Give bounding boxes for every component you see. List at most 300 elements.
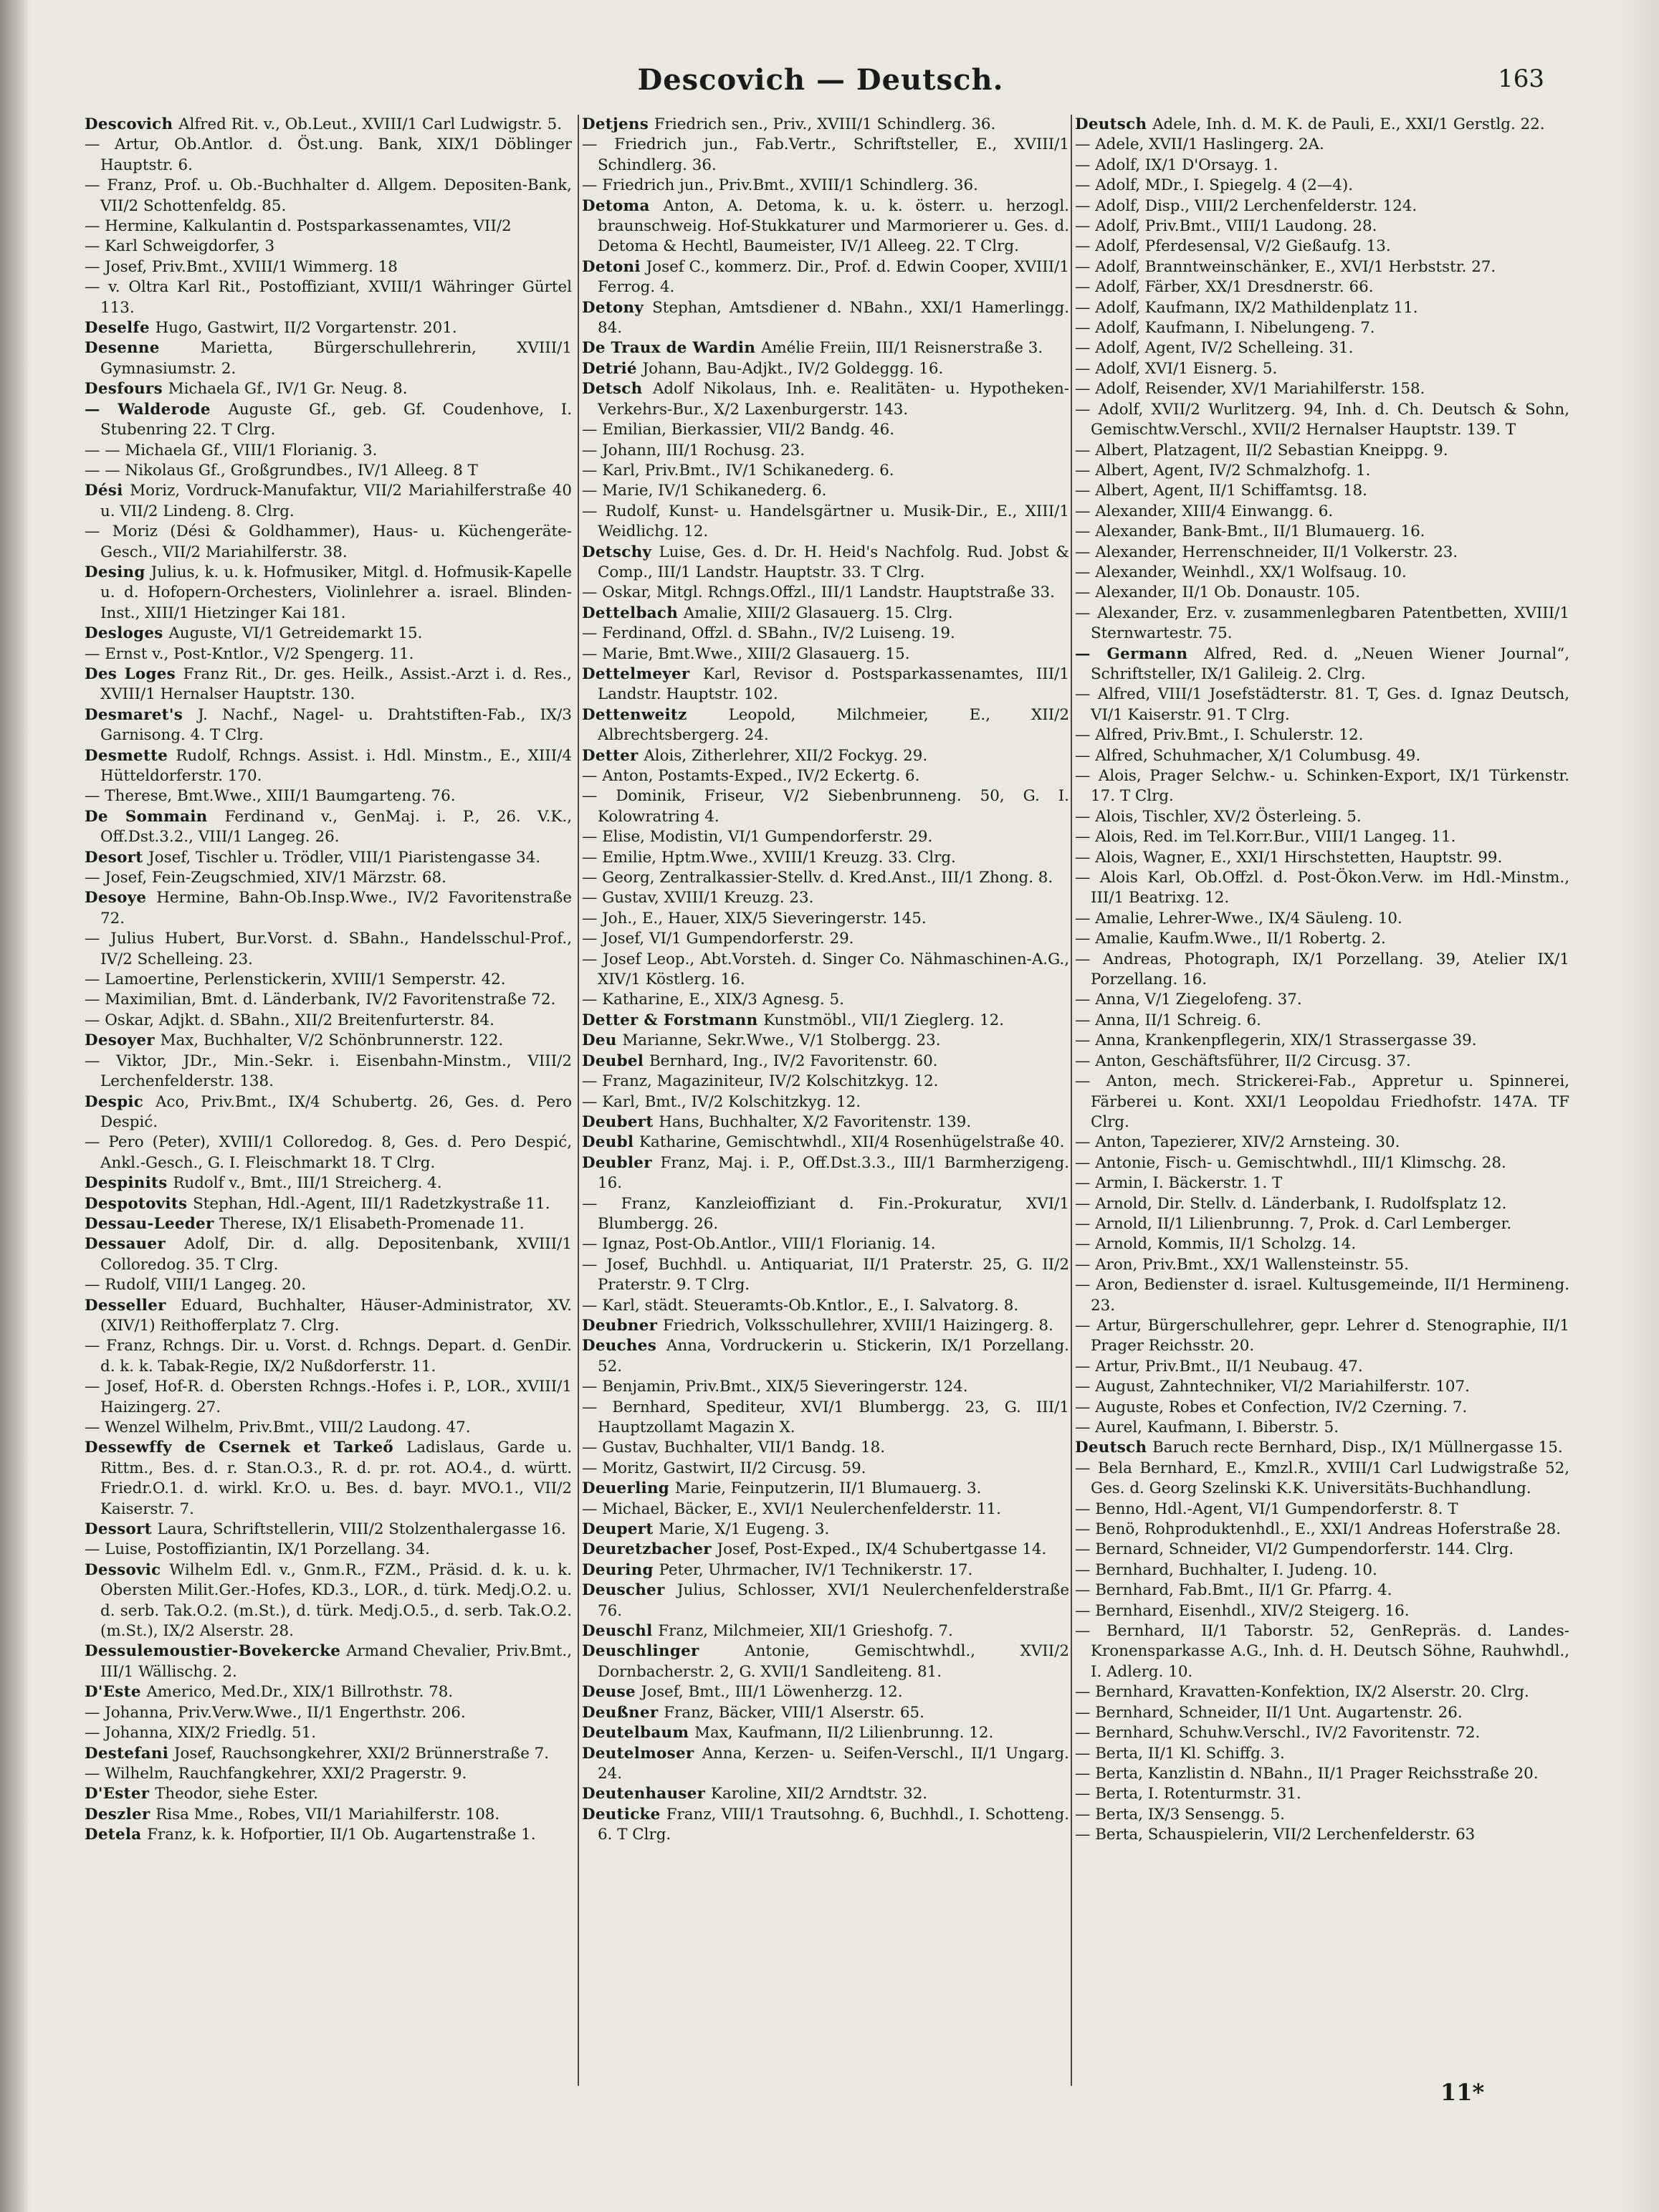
- directory-entry: [582, 1398, 1069, 1439]
- directory-entry: [1075, 461, 1569, 481]
- entry-details: — Karl, städt. Steueramts-Ob.Kntlor., E., I. Salvatorg. 8.: [582, 1296, 1019, 1315]
- directory-entry: [1075, 1500, 1569, 1520]
- entry-details: — Karl, Bmt., IV/2 Kolschitzkyg. 12.: [582, 1092, 861, 1111]
- entry-details: Armand Chevalier, Priv.Bmt., III/1 Wällischg. 2.: [100, 1642, 572, 1681]
- entry-details: Alfred Rit. v., Ob.Leut., XVIII/1 Carl Ludwigstr. 5.: [178, 115, 563, 133]
- entry-details: Adolf Nikolaus, Inh. e. Realitäten- u. Hypotheken-Verkehrs-Bur., X/2 Laxenburgerstr. 143.: [598, 380, 1069, 419]
- entry-surname: Dessauer: [85, 1235, 185, 1254]
- entry-details: — Elise, Modistin, VI/1 Gumpendorferstr. 29.: [582, 828, 933, 847]
- entry-details: — Adolf, XVII/2 Wurlitzerg. 94, Inh. d. Ch. Deutsch & Sohn, Gemischtw.Verschl., XVII/2 Hernalser Hauptstr. 139. T: [1075, 400, 1569, 439]
- entry-details: Leopold, Milchmeier, E., XII/2 Albrechtsbergerg. 24.: [598, 705, 1069, 745]
- directory-entry: [582, 644, 1069, 664]
- directory-entry: [582, 1052, 1069, 1072]
- entry-details: — Amalie, Kaufm.Wwe., II/1 Robertg. 2.: [1075, 930, 1386, 948]
- directory-entry: [85, 868, 572, 888]
- entry-surname: Deubler: [582, 1153, 661, 1172]
- entry-details: — Adolf, Branntweinschänker, E., XVI/1 Herbststr. 27.: [1075, 257, 1496, 276]
- entry-details: — Katharine, E., XIX/3 Agnesg. 5.: [582, 991, 844, 1009]
- entry-details: Ladislaus, Garde u. Rittm., Bes. d. r. Stan.O.3., R. d. pr. rot. AO.4., d. württ. Friedr.O.1. d. wirkl. Kr.O. u. Bes. d. bayr. MVO.1., VII/2 Kaiserstr. 7.: [100, 1439, 572, 1518]
- entry-details: Alfred, Red. d. „Neuen Wiener Journal“, Schriftsteller, IX/1 Galileig. 2. Clrg.: [1091, 644, 1569, 683]
- directory-entry: [1075, 746, 1569, 766]
- entry-details: Johann, Bau-Adjkt., IV/2 Goldeggg. 16.: [642, 359, 944, 378]
- directory-entry: [582, 543, 1069, 583]
- directory-entry: [1075, 685, 1569, 725]
- directory-entry: [582, 502, 1069, 543]
- entry-details: — Auguste, Robes et Confection, IV/2 Czerning. 7.: [1075, 1398, 1468, 1416]
- entry-details: — Anna, Krankenpflegerin, XIX/1 Strassergasse 39.: [1075, 1031, 1477, 1050]
- entry-surname: Detony: [582, 298, 653, 317]
- entry-details: — Franz, Prof. u. Ob.-Buchhalter d. Allgem. Depositen-Bank, VII/2 Schottenfeldg. 85.: [85, 176, 572, 215]
- entry-surname: Deuscher: [582, 1581, 678, 1600]
- entry-surname: Deubner: [582, 1316, 663, 1335]
- directory-entry: [85, 176, 572, 216]
- entry-surname: Detoni: [582, 257, 646, 276]
- directory-entry: [1075, 1459, 1569, 1500]
- entry-details: — Berta, IX/3 Sensengg. 5.: [1075, 1805, 1285, 1824]
- entry-details: — Anna, V/1 Ziegelofeng. 37.: [1075, 991, 1302, 1009]
- directory-entry: [1075, 1316, 1569, 1357]
- entry-details: Marie, X/1 Eugeng. 3.: [659, 1520, 830, 1539]
- entry-details: — Berta, Kanzlistin d. NBahn., II/1 Prager Reichsstraße 20.: [1075, 1764, 1539, 1783]
- entry-surname: D'Este: [85, 1683, 147, 1702]
- directory-entry: [85, 277, 572, 318]
- entry-details: — Adolf, MDr., I. Spiegelg. 4 (2—4).: [1075, 176, 1354, 195]
- directory-entry: [85, 1764, 572, 1784]
- entry-surname: Despinits: [85, 1174, 173, 1193]
- entry-details: — Josef Leop., Abt.Vorsteh. d. Singer Co. Nähmaschinen-A.G., XIV/1 Köstlerg. 16.: [582, 950, 1069, 989]
- entry-surname: Despotovits: [85, 1194, 193, 1213]
- entry-details: — Alfred, Priv.Bmt., I. Schulerstr. 12.: [1075, 726, 1364, 745]
- directory-entry: [85, 522, 572, 563]
- entry-details: Franz, Maj. i. P., Off.Dst.3.3., III/1 Barmherzigeng. 16.: [598, 1153, 1069, 1193]
- directory-entry: [1075, 481, 1569, 501]
- entry-details: Anton, A. Detoma, k. u. k. österr. u. herzogl. braunschweig. Hof-Stukkaturer und Marmorierer u. Ges. d. Detoma & Hechtl, Baumeister, IV/1 Alleeg. 22. T Clrg.: [598, 196, 1069, 256]
- directory-entry: [1075, 237, 1569, 257]
- entry-details: — Anton, mech. Strickerei-Fab., Appretur u. Spinnerei, Färberei u. Kont. XXI/1 Leopoldau Friedhofstr. 147A. TF Clrg.: [1075, 1072, 1569, 1131]
- directory-entry: [582, 1092, 1069, 1112]
- entry-details: Karl, Revisor d. Postsparkassenamtes, III/1 Landstr. Hauptstr. 102.: [598, 664, 1069, 704]
- entry-surname: Deuticke: [582, 1805, 666, 1824]
- entry-details: Kunstmöbl., VII/1 Zieglerg. 12.: [763, 1011, 1005, 1029]
- entry-surname: Dessulemoustier-Bovekercke: [85, 1642, 347, 1661]
- directory-entry: [85, 786, 572, 806]
- directory-entry: [1075, 176, 1569, 196]
- entry-details: Franz, Bäcker, VIII/1 Alserstr. 65.: [664, 1703, 924, 1722]
- directory-entry: [85, 1744, 572, 1764]
- entry-details: — Benno, Hdl.-Agent, VI/1 Gumpendorferstr. 8. T: [1075, 1500, 1458, 1518]
- entry-details: — Anna, II/1 Schreig. 6.: [1075, 1011, 1261, 1029]
- directory-entry: [85, 990, 572, 1010]
- directory-entry: [582, 990, 1069, 1010]
- column-divider: [578, 115, 579, 2086]
- entry-details: — August, Zahntechniker, VI/2 Mariahilferstr. 107.: [1075, 1378, 1470, 1396]
- directory-entry: [85, 1682, 572, 1702]
- entry-details: Josef, Rauchsongkehrer, XXI/2 Brünnerstraße 7.: [173, 1744, 550, 1763]
- directory-entry: [1075, 338, 1569, 358]
- directory-entry: [85, 237, 572, 257]
- entry-surname: Deutelbaum: [582, 1724, 695, 1743]
- entry-details: — Marie, IV/1 Schikanederg. 6.: [582, 482, 827, 500]
- entry-details: — Franz, Magaziniteur, IV/2 Kolschitzkyg. 12.: [582, 1072, 939, 1091]
- entry-details: Katharine, Gemischtwhdl., XII/4 Rosenhügelstraße 40.: [639, 1133, 1065, 1152]
- directory-entry: [1075, 1052, 1569, 1072]
- entry-surname: Detter: [582, 746, 644, 765]
- directory-entry: [85, 1031, 572, 1051]
- directory-entry: [1075, 1744, 1569, 1764]
- directory-entry: [85, 1275, 572, 1295]
- entry-surname: Deubert: [582, 1112, 659, 1131]
- entry-details: — Artur, Ob.Antlor. d. Öst.ung. Bank, XIX/1 Döblinger Hauptstr. 6.: [85, 135, 572, 174]
- directory-entry: [582, 298, 1069, 339]
- directory-entry: [85, 807, 572, 848]
- entry-details: — Franz, Rchngs. Dir. u. Vorst. d. Rchngs. Depart. d. GenDir. d. k. k. Tabak-Regie, IX/2 Nußdorferstr. 11.: [85, 1337, 572, 1376]
- directory-entry: [582, 1112, 1069, 1133]
- entry-details: — Johanna, XIX/2 Friedlg. 51.: [85, 1724, 317, 1743]
- entry-details: — Adolf, Reisender, XV/1 Mariahilferstr. 158.: [1075, 380, 1425, 399]
- entry-details: — Berta, I. Rotenturmstr. 31.: [1075, 1785, 1301, 1803]
- directory-entry: [1075, 277, 1569, 297]
- directory-entry: [85, 1234, 572, 1275]
- directory-entry: [582, 1133, 1069, 1153]
- entry-details: Alois, Zitherlehrer, XII/2 Fockyg. 29.: [644, 746, 928, 765]
- entry-details: — Alexander, Herrenschneider, II/1 Volkerstr. 23.: [1075, 543, 1458, 561]
- entry-details: Antonie, Gemischtwhdl., XVII/2 Dornbacherstr. 2, G. XVII/1 Sandleiteng. 81.: [598, 1642, 1069, 1681]
- entry-details: — Bela Bernhard, E., Kmzl.R., XVIII/1 Carl Ludwigstraße 52, Ges. d. Georg Szelinski K.K. Universitäts-Buchhandlung.: [1075, 1459, 1569, 1498]
- entry-details: Franz, VIII/1 Trautsohng. 6, Buchhdl., I. Schotteng. 6. T Clrg.: [598, 1805, 1069, 1844]
- signature-mark: 11*: [1440, 2079, 1485, 2106]
- entry-details: — Adolf, Färber, XX/1 Dresdnerstr. 66.: [1075, 278, 1374, 297]
- directory-entry: [582, 1072, 1069, 1092]
- directory-entry: [582, 909, 1069, 929]
- directory-entry: [85, 848, 572, 868]
- entry-details: — Therese, Bmt.Wwe., XIII/1 Baumgarteng. 76.: [85, 787, 456, 806]
- directory-entry: [1075, 379, 1569, 399]
- directory-entry: [85, 1173, 572, 1193]
- entry-surname: Desmette: [85, 746, 176, 765]
- directory-entry: [1075, 135, 1569, 155]
- entry-details: Stephan, Hdl.-Agent, III/1 Radetzkystraße 11.: [193, 1194, 550, 1213]
- directory-entry: [85, 1336, 572, 1377]
- entry-surname: Dessewffy de Csernek et Tarkeő: [85, 1439, 407, 1457]
- directory-entry: [582, 1377, 1069, 1397]
- directory-entry: [85, 379, 572, 399]
- entry-details: — Alois, Wagner, E., XXI/1 Hirschstetten, Hauptstr. 99.: [1075, 848, 1503, 867]
- directory-entry: [85, 338, 572, 379]
- directory-entry: [582, 583, 1069, 603]
- entry-details: — Adolf, Agent, IV/2 Schelleing. 31.: [1075, 339, 1354, 358]
- entry-details: — Alexander, II/1 Ob. Donaustr. 105.: [1075, 583, 1360, 602]
- entry-details: — Alois Karl, Ob.Offzl. d. Post-Ökon.Verw. im Hdl.-Minstm., III/1 Beatrixg. 12.: [1075, 869, 1569, 907]
- directory-entry: [1075, 563, 1569, 583]
- entry-details: — Bernhard, Kravatten-Konfektion, IX/2 Alserstr. 20. Clrg.: [1075, 1683, 1529, 1702]
- entry-details: Peter, Uhrmacher, IV/1 Technikerstr. 17.: [659, 1560, 973, 1579]
- entry-details: Josef, Bmt., III/1 Löwenherzg. 12.: [641, 1683, 903, 1702]
- entry-details: Julius, Schlosser, XVI/1 Neulerchenfelderstraße 76.: [598, 1581, 1069, 1620]
- entry-details: Risa Mme., Robes, VII/1 Mariahilferstr. 108.: [156, 1805, 500, 1824]
- directory-entry: [582, 868, 1069, 888]
- directory-entry: [1075, 441, 1569, 461]
- directory-entry: [582, 604, 1069, 624]
- entry-surname: Deußner: [582, 1703, 664, 1722]
- directory-entry: [1075, 1581, 1569, 1601]
- directory-entry: [582, 420, 1069, 440]
- entry-details: — Antonie, Fisch- u. Gemischtwhdl., III/1 Klimschg. 28.: [1075, 1153, 1506, 1172]
- entry-details: — Josef, Hof-R. d. Obersten Rchngs.-Hofes i. P., LOR., XVIII/1 Haizingerg. 27.: [85, 1378, 572, 1416]
- directory-entry: [1075, 543, 1569, 563]
- entry-details: — Anton, Tapezierer, XIV/2 Arnsteing. 30.: [1075, 1133, 1400, 1152]
- directory-entry: [85, 1641, 572, 1682]
- entry-details: Amalie, XIII/2 Glasauerg. 15. Clrg.: [683, 604, 953, 622]
- entry-details: — Wenzel Wilhelm, Priv.Bmt., VIII/2 Laudong. 47.: [85, 1419, 471, 1436]
- directory-entry: [1075, 257, 1569, 277]
- entry-details: Americo, Med.Dr., XIX/1 Billrothstr. 78.: [146, 1683, 454, 1702]
- entry-details: — Adolf, XVI/1 Eisnerg. 5.: [1075, 359, 1278, 378]
- entry-details: — Berta, Schauspielerin, VII/2 Lerchenfelderstr. 63: [1075, 1826, 1476, 1844]
- directory-entry: [1075, 1011, 1569, 1031]
- entry-details: Josef, Tischler u. Trödler, VIII/1 Piaristengasse 34.: [148, 848, 541, 867]
- directory-entry: [85, 1011, 572, 1031]
- entry-details: Therese, IX/1 Elisabeth-Promenade 11.: [219, 1214, 525, 1233]
- directory-entry: [582, 827, 1069, 847]
- column-divider: [1071, 115, 1072, 2086]
- entry-surname: De Sommain: [85, 807, 225, 826]
- directory-entry: [1075, 807, 1569, 827]
- directory-entry: [1075, 318, 1569, 338]
- entry-details: Ferdinand v., GenMaj. i. P., 26. V.K., Off.Dst.3.2., VIII/1 Langeg. 26.: [100, 807, 572, 847]
- entry-surname: Desoyer: [85, 1031, 161, 1050]
- entry-details: — Arnold, II/1 Lilienbrunng. 7, Prok. d. Carl Lemberger.: [1075, 1214, 1512, 1233]
- entry-details: — Albert, Agent, IV/2 Schmalzhofg. 1.: [1075, 461, 1371, 480]
- entry-details: Bernhard, Ing., IV/2 Favoritenstr. 60.: [649, 1052, 938, 1070]
- entry-details: — Josef, Priv.Bmt., XVIII/1 Wimmerg. 18: [85, 257, 398, 276]
- directory-entry: [582, 1641, 1069, 1682]
- directory-entry: [85, 1825, 572, 1845]
- directory-entry: [582, 481, 1069, 501]
- directory-entry: [85, 1418, 572, 1438]
- directory-entry: [85, 888, 572, 929]
- entry-details: — Berta, II/1 Kl. Schiffg. 3.: [1075, 1744, 1285, 1763]
- entry-surname: Detter & Forstmann: [582, 1011, 764, 1029]
- entry-details: — Wilhelm, Rauchfangkehrer, XXI/2 Pragerstr. 9.: [85, 1764, 467, 1783]
- entry-surname: Detoma: [582, 196, 664, 215]
- entry-details: J. Nachf., Nagel- u. Drahtstiften-Fab., IX/3 Garnisong. 4. T Clrg.: [100, 705, 572, 745]
- entry-details: — Josef, Fein-Zeugschmied, XIV/1 Märzstr. 68.: [85, 869, 446, 887]
- entry-details: Theodor, siehe Ester.: [155, 1785, 318, 1803]
- directory-entry: [582, 1438, 1069, 1458]
- directory-entry: [1075, 725, 1569, 745]
- entry-details: — Aurel, Kaufmann, I. Biberstr. 5.: [1075, 1419, 1339, 1436]
- directory-entry: [582, 1336, 1069, 1377]
- directory-entry: [85, 135, 572, 176]
- directory-entry: [1075, 522, 1569, 542]
- entry-details: — Franz, Kanzleioffiziant d. Fin.-Prokuratur, XVI/1 Blumbergg. 26.: [582, 1194, 1069, 1233]
- entry-details: — Bernhard, II/1 Taborstr. 52, GenRepräs. d. Landes-Kronensparkasse A.G., Inh. d. H. Deutsch Söhne, Rauhwhdl., I. Adlerg. 10.: [1075, 1622, 1569, 1681]
- directory-entry: [582, 950, 1069, 991]
- directory-entry: [1075, 1703, 1569, 1723]
- entry-details: Rudolf, Rchngs. Assist. i. Hdl. Minstm., E., XIII/4 Hütteldorferstr. 170.: [100, 746, 572, 785]
- directory-entry: [1075, 1214, 1569, 1234]
- directory-entry: [85, 318, 572, 338]
- entry-details: — Adolf, Priv.Bmt., VIII/1 Laudong. 28.: [1075, 217, 1377, 236]
- entry-details: — Adolf, Pferdesensal, V/2 Gießaufg. 13.: [1075, 237, 1391, 256]
- directory-entry: [85, 216, 572, 237]
- directory-entry: [85, 400, 572, 441]
- directory-entry: [582, 1540, 1069, 1560]
- directory-entry: [1075, 1784, 1569, 1804]
- directory-entry: [85, 1052, 572, 1092]
- directory-entry: [582, 1234, 1069, 1254]
- directory-entry: [1075, 950, 1569, 991]
- entry-details: — Michael, Bäcker, E., XVI/1 Neulerchenfelderstr. 11.: [582, 1500, 1001, 1518]
- entry-details: Marie, Feinputzerin, II/1 Blumauerg. 3.: [674, 1479, 982, 1498]
- directory-entry: [1075, 1255, 1569, 1275]
- entry-surname: Dettelbach: [582, 604, 684, 622]
- directory-entry: [85, 1377, 572, 1418]
- entry-details: Laura, Schriftstellerin, VIII/2 Stolzenthalergasse 16.: [157, 1520, 566, 1539]
- directory-entry: [1075, 216, 1569, 237]
- entry-details: — Friedrich jun., Priv.Bmt., XVIII/1 Schindlerg. 36.: [582, 176, 978, 195]
- directory-entry: [1075, 1560, 1569, 1581]
- directory-entry: [1075, 1072, 1569, 1133]
- entry-details: Franz Rit., Dr. ges. Heilk., Assist.-Arzt i. d. Res., XVIII/1 Hernalser Hauptstr. 130.: [100, 664, 572, 704]
- directory-entry: [582, 1194, 1069, 1235]
- entry-surname: Deuschlinger: [582, 1642, 745, 1661]
- entry-surname: Dessort: [85, 1520, 158, 1539]
- directory-entry: [582, 1784, 1069, 1804]
- directory-entry: [1075, 1621, 1569, 1682]
- directory-entry: [85, 257, 572, 277]
- entry-surname: Desort: [85, 848, 149, 867]
- directory-entry: [582, 461, 1069, 481]
- entry-details: — Armin, I. Bäckerstr. 1. T: [1075, 1174, 1283, 1193]
- entry-details: Friedrich, Volksschullehrer, XVIII/1 Haizingerg. 8.: [662, 1316, 1053, 1335]
- entry-details: Hermine, Bahn-Ob.Insp.Wwe., IV/2 Favoritenstraße 72.: [100, 889, 572, 928]
- entry-details: — Julius Hubert, Bur.Vorst. d. SBahn., Handelsschul-Prof., IV/2 Schelleing. 23.: [85, 930, 572, 968]
- directory-entry: [582, 1316, 1069, 1336]
- column-2: [582, 115, 1069, 2086]
- entry-surname: — Germann: [1075, 644, 1205, 663]
- directory-entry: [1075, 1194, 1569, 1214]
- entry-surname: Despic: [85, 1092, 156, 1111]
- entry-details: Franz, Milchmeier, XII/1 Grieshofg. 7.: [658, 1622, 953, 1641]
- entry-details: Adele, Inh. d. M. K. de Pauli, E., XXI/1 Gerstlg. 22.: [1152, 115, 1545, 133]
- entry-details: — Alois, Prager Selchw.- u. Schinken-Export, IX/1 Türkenstr. 17. T Clrg.: [1075, 767, 1569, 806]
- entry-details: Marietta, Bürgerschullehrerin, XVIII/1 Gymnasiumstr. 2.: [100, 339, 572, 378]
- entry-details: — Emilie, Hptm.Wwe., XVIII/1 Kreuzg. 33. Clrg.: [582, 848, 956, 867]
- directory-entry: [1075, 1153, 1569, 1173]
- entry-details: — Karl Schweigdorfer, 3: [85, 237, 275, 256]
- entry-surname: Deutsch: [1075, 1439, 1153, 1457]
- directory-entry: [1075, 929, 1569, 949]
- directory-entry: [1075, 1275, 1569, 1316]
- directory-entry: [1075, 868, 1569, 909]
- directory-entry: [582, 929, 1069, 949]
- entry-details: Michaela Gf., IV/1 Gr. Neug. 8.: [168, 380, 408, 399]
- directory-entry: [1075, 1601, 1569, 1621]
- entry-details: — Albert, Agent, II/1 Schiffamtsg. 18.: [1075, 482, 1367, 500]
- directory-entry: [582, 746, 1069, 766]
- directory-entry: [85, 746, 572, 787]
- directory-entry: [1075, 1173, 1569, 1193]
- entry-details: — Marie, Bmt.Wwe., XIII/2 Glasauerg. 15.: [582, 644, 910, 663]
- entry-details: — Joh., E., Hauer, XIX/5 Sieveringerstr. 145.: [582, 909, 927, 928]
- entry-details: — Luise, Postoffiziantin, IX/1 Porzellang. 34.: [85, 1540, 430, 1559]
- entry-details: — Alfred, Schuhmacher, X/1 Columbusg. 49.: [1075, 746, 1421, 765]
- directory-entry: [1075, 1357, 1569, 1377]
- directory-entry: [85, 1520, 572, 1540]
- entry-details: — Georg, Zentralkassier-Stellv. d. Kred.Anst., III/1 Zhong. 8.: [582, 869, 1053, 887]
- entry-details: — Amalie, Lehrer-Wwe., IX/4 Säuleng. 10.: [1075, 909, 1402, 928]
- directory-entry: [85, 705, 572, 746]
- directory-entry: [85, 1296, 572, 1337]
- entry-details: Hans, Buchhalter, X/2 Favoritenstr. 139.: [659, 1112, 972, 1131]
- directory-entry: [582, 888, 1069, 908]
- directory-entry: [582, 176, 1069, 196]
- entry-details: — Alexander, Weinhdl., XX/1 Wolfsaug. 10.: [1075, 563, 1407, 581]
- entry-surname: Deuring: [582, 1560, 659, 1579]
- directory-entry: [582, 664, 1069, 705]
- directory-entry: [582, 1031, 1069, 1051]
- entry-details: — Ernst v., Post-Kntlor., V/2 Spengerg. 11.: [85, 644, 414, 663]
- entry-details: — Ferdinand, Offzl. d. SBahn., IV/2 Luiseng. 19.: [582, 624, 955, 643]
- entry-surname: Dési: [85, 482, 130, 500]
- directory-entry: [582, 1621, 1069, 1641]
- entry-details: — Alexander, Erz. v. zusammenlegbaren Patentbetten, XVIII/1 Sternwartestr. 75.: [1075, 604, 1569, 643]
- directory-entry: [1075, 359, 1569, 379]
- directory-entry: [1075, 644, 1569, 685]
- entry-details: — Bernard, Schneider, VI/2 Gumpendorferstr. 144. Clrg.: [1075, 1540, 1514, 1559]
- entry-details: — Albert, Platzagent, II/2 Sebastian Kneippg. 9.: [1075, 441, 1448, 459]
- entry-surname: De Traux de Wardin: [582, 339, 761, 358]
- entry-details: Amélie Freiin, III/1 Reisnerstraße 3.: [760, 339, 1043, 358]
- entry-surname: Detela: [85, 1826, 148, 1844]
- entry-details: Anna, Vordruckerin u. Stickerin, IX/1 Porzellang. 52.: [598, 1337, 1069, 1376]
- entry-surname: D'Ester: [85, 1785, 156, 1803]
- directory-entry: [1075, 1723, 1569, 1743]
- entry-details: Eduard, Buchhalter, Häuser-Administrator, XV. (XIV/1) Reithofferplatz 7. Clrg.: [100, 1296, 572, 1335]
- directory-entry: [1075, 604, 1569, 644]
- directory-entry: [582, 786, 1069, 827]
- entry-details: — Bernhard, Fab.Bmt., II/1 Gr. Pfarrg. 4.: [1075, 1581, 1392, 1600]
- directory-entry: [1075, 827, 1569, 847]
- entry-details: — Alois, Red. im Tel.Korr.Bur., VIII/1 Langeg. 11.: [1075, 828, 1456, 847]
- directory-entry: [1075, 196, 1569, 216]
- entry-details: Hugo, Gastwirt, II/2 Vorgartenstr. 201.: [155, 319, 457, 338]
- directory-entry: [85, 1784, 572, 1804]
- directory-entry: [85, 1560, 572, 1642]
- directory-entry: [582, 766, 1069, 786]
- entry-surname: Desseller: [85, 1296, 181, 1315]
- entry-details: — Aron, Priv.Bmt., XX/1 Wallensteinstr. 55.: [1075, 1255, 1409, 1274]
- entry-surname: Deuerling: [582, 1479, 675, 1498]
- directory-entry: [582, 1581, 1069, 1621]
- directory-entry: [1075, 1031, 1569, 1051]
- entry-details: — — Michaela Gf., VIII/1 Florianig. 3.: [85, 441, 378, 459]
- entry-surname: Desloges: [85, 624, 169, 643]
- entry-details: — v. Oltra Karl Rit., Postoffiziant, XVIII/1 Währinger Gürtel 113.: [85, 278, 572, 317]
- directory-entry: [582, 624, 1069, 644]
- directory-entry: [582, 705, 1069, 746]
- entry-surname: — Walderode: [85, 400, 229, 419]
- directory-entry: [85, 1133, 572, 1173]
- entry-details: — Alfred, VIII/1 Josefstädterstr. 81. T, Ges. d. Ignaz Deutsch, VI/1 Kaiserstr. 91. T Clrg.: [1075, 685, 1569, 724]
- entry-details: — Oskar, Mitgl. Rchngs.Offzl., III/1 Landstr. Hauptstraße 33.: [582, 583, 1055, 602]
- entry-details: — Bernhard, Buchhalter, I. Judeng. 10.: [1075, 1560, 1377, 1579]
- directory-entry: [85, 563, 572, 624]
- entry-details: — Moritz, Gastwirt, II/2 Circusg. 59.: [582, 1459, 866, 1477]
- entry-surname: Desoye: [85, 889, 157, 907]
- page-number: 163: [1498, 65, 1544, 93]
